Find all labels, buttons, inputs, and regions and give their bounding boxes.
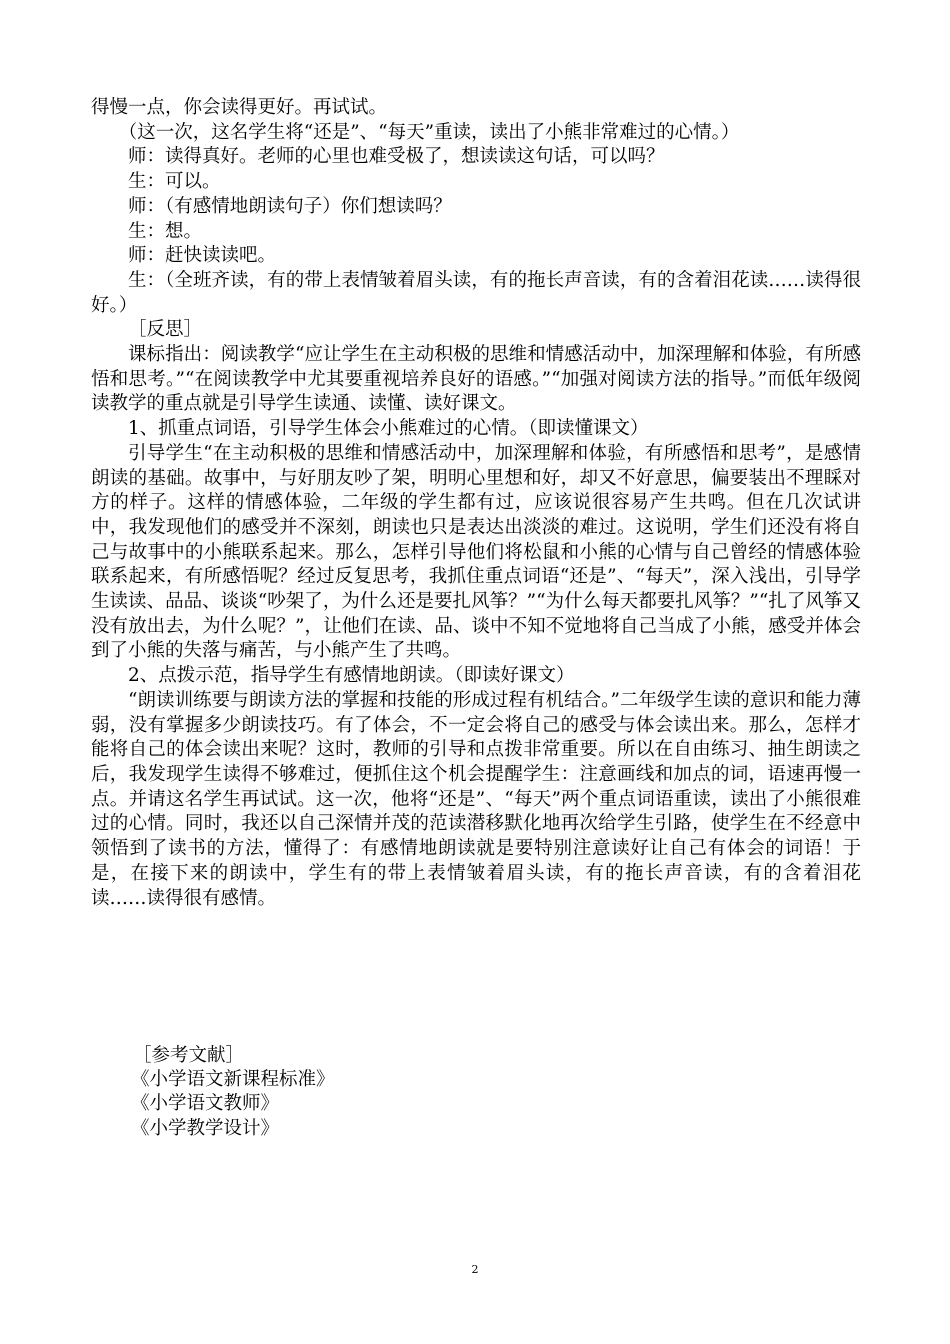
paragraph: 得慢一点，你会读得更好。再试试。 [91,97,388,118]
dialogue-line: 生：可以。 [128,171,221,193]
reference-item: 《小学教学设计》 [131,1117,280,1139]
paragraph: 引导学生“在主动积极的思维和情感活动中，加深理解和体验，有所感悟和思考”，是感情朗读的基础。故事中，与好朋友吵了架，明明心里想和好，却又不好意思，偏要装出不理睬对方的样子。这样的情感体验，二年级的学生都有过，应该说很容易产生共鸣。但在几次试讲中，我发现他们的感受并不深刻，朗读也只是表达出淡淡的难过。这说明，学生们还没有将自己与故事中的小熊联系起来。那么，怎样引导他们将松鼠和小熊的心情与自己曾经的情感体验联系起来，有所感悟呢？经过反复思考，我抓住重点词语“还是”、“每天”，深入浅出，引导学生读读、品品、谈谈“吵架了，为什么还是要扎风筝？”“为什么每天都要扎风筝？”“扎了风筝又没有放出去，为什么呢？”，让他们在读、品、谈中不知不觉地将自己当成了小熊，感受并体会到了小熊的失落与痛苦，与小熊产生了共鸣。 [91,442,861,662]
page-number: 2 [471,1263,479,1276]
body-text [91,96,861,911]
subheading: 2、点拨示范，指导学生有感情地朗读。（即读好课文） [128,665,575,687]
references-title: ［参考文献］ [133,1045,245,1066]
paragraph: （这一次，这名学生将“还是”、“每天”重读，读出了小熊非常难过的心情。） [118,121,740,143]
dialogue-line: 生：（全班齐读，有的带上表情皱着眉头读，有的拖长声音读，有的含着泪花读……读得很好。） [91,269,861,316]
dialogue-line: 生：想。 [128,220,203,242]
reference-item: 《小学语文教师》 [131,1093,280,1115]
reference-item: 《小学语文新课程标准》 [131,1069,335,1091]
paragraph: 课标指出：阅读教学“应让学生在主动积极的思维和情感活动中，加深理解和体验，有所感悟和思考。”“在阅读教学中尤其要重视培养良好的语感。”“加强对阅读方法的指导。”而低年级阅读教学的重点就是引导学生读通、读懂、读好课文。 [91,344,861,415]
dialogue-line: 师：（有感情地朗读句子）你们想读吗？ [128,195,452,217]
section-heading: ［反思］ [128,319,203,341]
paragraph: “朗读训练要与朗读方法的掌握和技能的形成过程有机结合。”二年级学生读的意识和能力薄弱，没有掌握多少朗读技巧。有了体会，不一定会将自己的感受与体会读出来。那么，怎样才能将自己的体会读出来呢？这时，教师的引导和点拨非常重要。所以在自由练习、抽生朗读之后，我发现学生读得不够难过，便抓住这个机会提醒学生：注意画线和加点的词，语速再慢一点。并请这名学生再试试。这一次，他将“还是”、“每天”两个重点词语重读，读出了小熊很难过的心情。同时，我还以自己深情并茂的范读潜移默化地再次给学生引路，使学生在不经意中领悟到了读书的方法，懂得了：有感情地朗读就是要特别注意读好让自己有体会的词语！于是，在接下来的朗读中，学生有的带上表情皱着眉头读，有的拖长声音读，有的含着泪花读……读得很有感情。 [91,689,861,909]
subheading: 1、抓重点词语，引导学生体会小熊难过的心情。（即读懂课文） [128,418,649,440]
references [91,1044,861,1141]
dialogue-line: 师：赶快读读吧。 [128,245,277,267]
dialogue-line: 师：读得真好。老师的心里也难受极了，想读读这句话，可以吗？ [128,146,665,168]
